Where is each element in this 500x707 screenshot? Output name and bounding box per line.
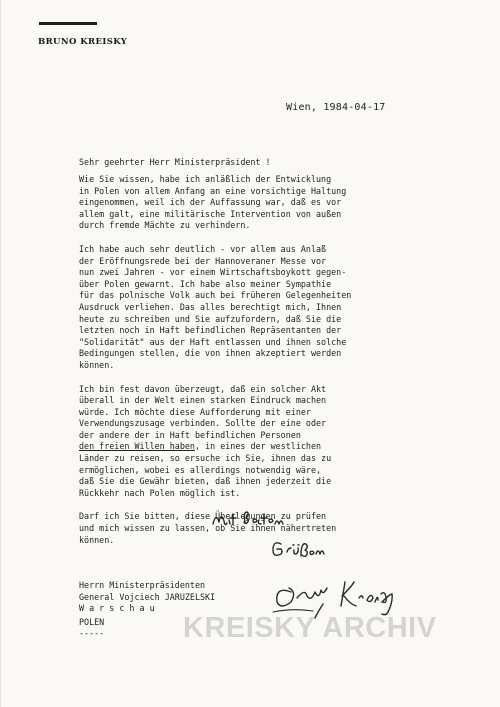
paragraph: [79, 244, 449, 372]
body-line: in Polen von allem Anfang an eine vorsichtige Haltung: [79, 185, 347, 196]
body-line: Länder zu reisen, so ersuche ich Sie, ihnen das zu: [79, 453, 332, 464]
body-line: und mich wissen zu lassen, ob Sie ihnen nähertreten: [79, 523, 337, 534]
body-line: Ausdruck verliehen. Das alles berechtigt mich, Ihnen: [79, 301, 342, 312]
body-line: heute zu schreiben und Sie aufzufordern, daß Sie die: [79, 313, 342, 324]
body-line: nun zwei Jahren - vor einem Wirtschaftsboykott gegen-: [79, 267, 347, 278]
body-line: würde. Ich möchte diese Aufforderung mit einer: [79, 406, 311, 417]
body-line: eingenommen, weil ich der Auffassung war, daß es vor: [79, 197, 342, 208]
body-line: Bedingungen stellen, die von ihnen akzeptiert werden: [79, 348, 342, 359]
body-line: Verwendungszusage verbinden. Sollte der eine oder: [79, 418, 327, 429]
body-line: allem galt, eine militärische Intervention von außen: [79, 208, 342, 219]
body-line: durch fremde Mächte zu verhindern.: [79, 220, 251, 231]
body-line: der Eröffnungsrede bei der Hannoveraner Messe vor: [79, 255, 327, 266]
paragraph: [79, 174, 449, 232]
recipient-line: General Vojciech JARUZELSKI: [79, 591, 216, 602]
paragraph: [79, 384, 449, 500]
body-line: können.: [79, 359, 115, 370]
letter-body: [79, 174, 449, 558]
country-underline: -----: [79, 628, 105, 639]
letterhead-rule: [39, 22, 97, 25]
body-line: können.: [79, 534, 115, 545]
country-name: POLEN: [79, 617, 105, 627]
archive-watermark: KREISKY ARCHIV: [183, 612, 437, 644]
salutation: Sehr geehrter Herr Ministerpräsident !: [79, 157, 271, 167]
body-line: Wie Sie wissen, habe ich anläßlich der Entwicklung: [79, 174, 332, 184]
body-line: "Solidarität" aus der Haft entlassen und ihnen solche: [79, 336, 347, 347]
underlined-phrase: den freien Willen haben: [79, 441, 195, 452]
recipient-line: W a r s c h a u: [79, 603, 155, 614]
body-line: für das polnische Volk auch bei früheren Gelegenheiten: [79, 290, 352, 301]
recipient-address: [79, 580, 215, 615]
body-line: ermöglichen, wobei es allerdings notwendig wäre,: [79, 464, 322, 475]
body-line: überall in der Welt einen starken Eindruck machen: [79, 395, 327, 406]
recipient-line: Herrn Ministerpräsidenten: [79, 580, 206, 590]
paragraph: [79, 511, 449, 546]
body-line: über Polen gewarnt. Ich habe also meiner Sympathie: [79, 278, 332, 289]
letterhead: BRUNO KREISKY: [38, 37, 128, 47]
body-line: Rückkehr nach Polen möglich ist.: [79, 487, 241, 498]
letter-date: Wien, 1984-04-17: [286, 102, 386, 113]
recipient-country: [79, 617, 104, 639]
body-line: daß Sie die Gewähr bieten, daß ihnen jederzeit die: [79, 476, 332, 487]
body-line: Darf ich Sie bitten, diese Überlegungen zu prüfen: [79, 511, 327, 522]
body-line-underlined: den freien Willen haben, in eines der westlichen: [79, 441, 322, 452]
body-line: Ich bin fest davon überzeugt, daß ein solcher Akt: [79, 383, 327, 394]
body-line: der andere der in Haft befindlichen Personen: [79, 429, 301, 440]
body-line: Ich habe auch sehr deutlich - vor allem aus Anlaß: [79, 243, 327, 254]
body-line: letzten noch in Haft befindlichen Repräsentanten der: [79, 325, 342, 336]
